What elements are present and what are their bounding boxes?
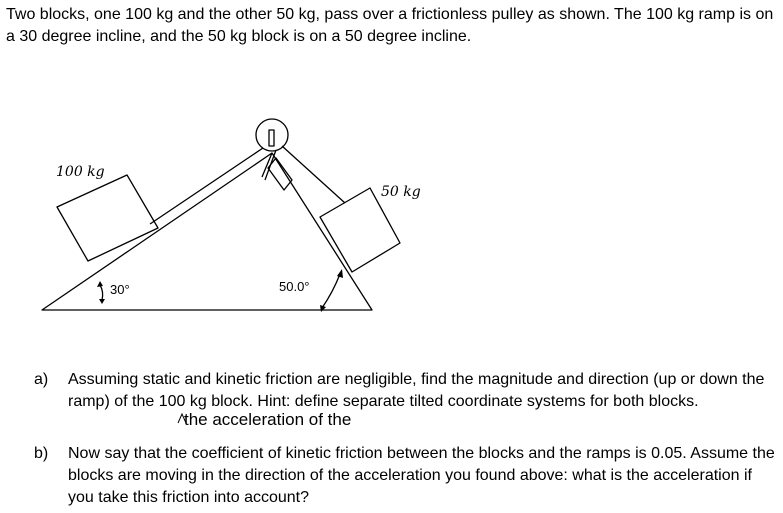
label-block-50kg: 50 kg [381, 184, 421, 200]
question-a-label: a) [34, 371, 49, 388]
block-100kg [57, 175, 158, 261]
rope-right [282, 146, 345, 203]
question-a-text: Assuming static and kinetic friction are negligible, find the magnitude and direction (up or down the ramp) of the 100 kg block. Hint: define separate tilted coordinate systems for both blocks. [68, 371, 765, 410]
label-block-100kg: 100 kg [56, 164, 105, 180]
label-angle-30: 30° [110, 282, 130, 297]
inserted-annotation: the acceleration of the [184, 410, 352, 429]
label-angle-50: 50.0° [279, 279, 310, 294]
question-b-label: b) [34, 445, 49, 462]
question-b-text: Now say that the coefficient of kinetic friction between the blocks and the ramps is 0.05. Assume the blocks are moving in the direction of the acceleration you found above: what is the acceleration if you take this friction into account? [68, 445, 775, 506]
block-50kg [320, 188, 400, 272]
problem-intro: Two blocks, one 100 kg and the other 50 kg, pass over a frictionless pulley as shown. The 100 kg ramp is on a 30 degree incline, and the 50 kg block is on a 50 degree incline. [6, 6, 774, 45]
pulley-axle [269, 130, 274, 146]
angle-arc-right [322, 274, 340, 308]
rope-left [150, 148, 263, 224]
angle-arc-left [100, 285, 103, 300]
